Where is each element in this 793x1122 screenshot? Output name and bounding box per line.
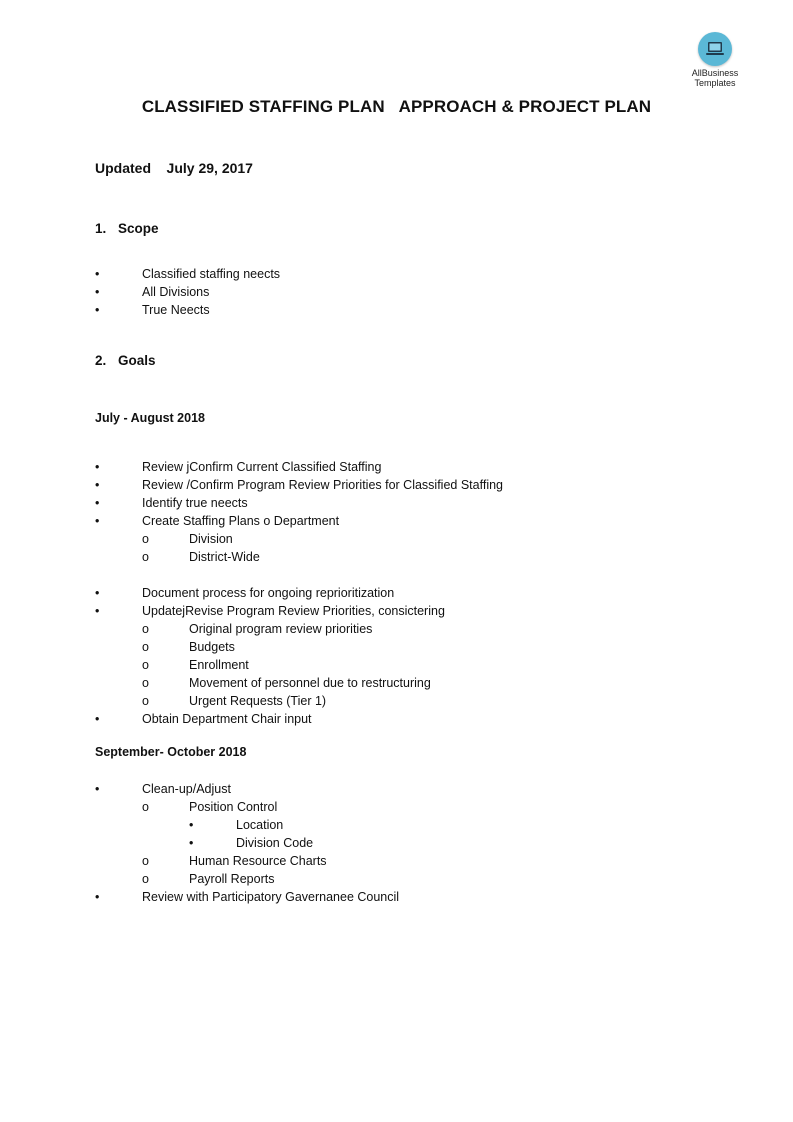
laptop-icon bbox=[698, 32, 732, 66]
goals-heading: 2. Goals bbox=[95, 353, 156, 368]
company-logo bbox=[686, 32, 744, 88]
scope-heading: 1. Scope bbox=[95, 221, 159, 236]
period-heading-september-october: September- October 2018 bbox=[95, 745, 247, 759]
period-heading-july-august: July - August 2018 bbox=[95, 411, 205, 425]
document-title: CLASSIFIED STAFFING PLAN APPROACH & PROJECT PLAN bbox=[141, 97, 652, 116]
logo-text: AllBusiness Templates bbox=[691, 68, 739, 88]
updated-date: Updated July 29, 2017 bbox=[95, 160, 253, 176]
